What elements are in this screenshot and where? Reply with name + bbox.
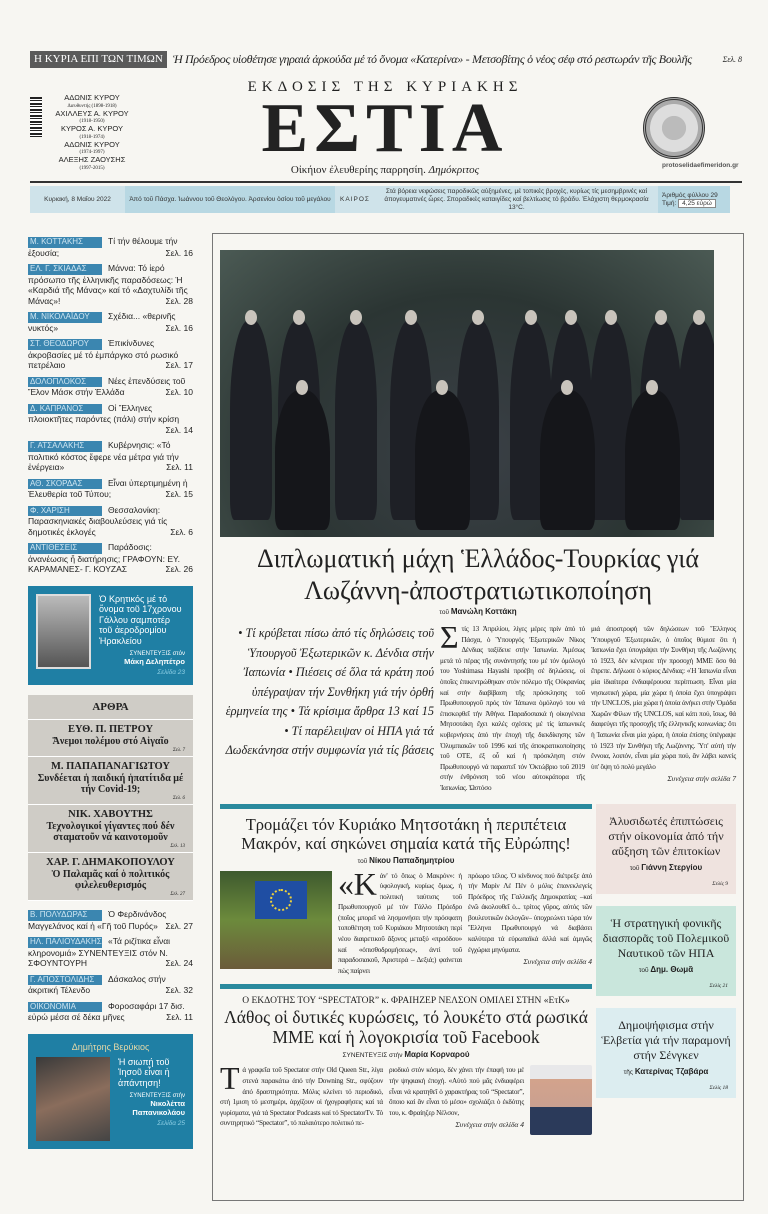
- drop-cap: Σ: [440, 619, 459, 655]
- founder-name: ΑΔΩΝΙΣ ΚΥΡΟΥ: [64, 93, 120, 102]
- author-label: ΕΛ. Γ. ΣΚΙΑΔΑΣ: [28, 264, 102, 275]
- item-page: Σελ. 16: [165, 322, 193, 333]
- founder-years: (1997-2015): [79, 165, 105, 171]
- article-title: Ἄνεμοι πολέμου στό Αἰγαῖο: [52, 736, 169, 747]
- article-item[interactable]: [28, 805, 193, 853]
- date: Κυριακή, 8 Μαΐου 2022: [30, 186, 125, 213]
- feature-byline: [600, 863, 732, 874]
- founder-name: ΑΧΙΛΛΕΥΣ Α. ΚΥΡΟΥ: [55, 108, 129, 118]
- lead-col-2: μιά ἀποστροφή τῶν δηλώσεων τοῦ Ἕλληνος Ὑπουργοῦ Ἐξωτερικῶν, ὁ ὁποῖος θύμισε ὅτι ἡ Ἰαπωνία ἔχει ὑπογράψει τήν Συνθήκη τῆς Λωζάννης τό 1923, δέν κέντρισε τήν προσοχή ΜΜΕ ὅσο θά ἔπρεπε. Δήλωσε ὁ κύριος Δένδιας: «Ἡ Ἰαπωνία εἶναι μία ἰδιαίτερα ἐνδιαφέρουσα περίπτωση. Εἶναι μία νησιωτική χώρα, μία χώρα ἡ ὁποία ἔχει ὑπογράψει τήν UNCLOS, μία χώρα ἡ ὁποία ἀνήκει στήν Ὁμάδα Χωρῶν Φίλων τῆς UNCLOS, καί κάτι πού, ἴσως, θά διαφεύγει τῆς προσοχῆς τῆς ἑλληνικῆς κοινωνίας: ὅτι ἡ Ἰαπωνία εἶναι μία χώρα, ἡ ὁποία ἐπίσης ὑπέγραψε τό 1923 τήν Συνθήκη τῆς Λωζάννης. Ὑπ' αὐτή τήν ἔννοια, λοιπόν, εἶναι μία χώρα πού, ἄν λάβει κανείς ὑπ' ὄψη τό πολύ μεγάλο: [591, 625, 736, 771]
- item-title: Παράδοσις: ἀνανέωσις ἤ διατήρησις; ΓΡΑΦΟΥΝ: ΕΥ. ΚΑΡΑΜΑΝΕΣ- Γ. ΚΟΥΖΑΣ: [28, 542, 180, 574]
- issue-price: [658, 186, 730, 213]
- feature-title: Ἀλυσιδωτές ἐπιπτώσεις στήν οἰκονομία ἀπό τήν αὔξηση τῶν ἐπιτοκίων: [608, 813, 724, 858]
- item-page: Σελ. 24: [165, 958, 193, 968]
- author-label: Φ. ΧΑΡΙΣΗ: [28, 506, 102, 517]
- face: [405, 310, 417, 325]
- drop-cap: «Κ: [338, 865, 377, 902]
- interviewer: Μάκη Δεληπέτρο: [124, 657, 185, 666]
- face: [472, 310, 484, 325]
- lead-headline[interactable]: Διπλωματική μάχη Ἑλλάδος-Τουρκίας γιά Λωζάννη-ἀποστρατιωτικοποίηση: [256, 544, 699, 605]
- index-item[interactable]: [28, 263, 193, 306]
- item-page: Σελ. 28: [165, 295, 193, 306]
- feast-day: Ἀπό τοῦ Πάσχα. Ἰωάννου τοῦ Θεολόγου. Ἀρσενίου ὁσίου τοῦ μεγάλου: [125, 186, 335, 213]
- article-title: Συνδέεται ἡ παιδική ἡπατίτιδα μέ τήν Covid-19;: [37, 773, 184, 795]
- by: τοῦ: [439, 609, 450, 616]
- face: [605, 310, 617, 325]
- eu-flag-photo: [220, 871, 332, 969]
- author-label: ΟΙΚΟΝΟΜΙΑ: [28, 1002, 102, 1013]
- spectator-byline: [220, 1050, 592, 1061]
- author: Δημ. Θωμᾶ: [650, 964, 694, 974]
- item-page: Σελ. 11: [166, 462, 193, 472]
- item-title: Μάννα: Τό ἱερό πρόσωπο τῆς ἑλληνικῆς παραδόσεως: Ἡ «Καρδιά τῆς Μάνας» καί τό «Δαχτυλίδι τῆς Μάνας»!: [28, 263, 188, 306]
- lead-bullets: • Τί κρύβεται πίσω ἀπό τίς δηλώσεις τοῦ Ὑπουργοῦ Ἐξωτερικῶν κ. Δένδια στήν Ἰαπωνία • Πιέσεις σέ ὅλα τά κράτη πού ὑπέγραψαν τήν Συνθήκη γιά τήν ὀρθή ἑρμηνεία της • Τά κρίσιμα ἄρθρα 13 καί 15 • Τί παρέλειψαν οἱ ΗΠΑ γιά τά Δωδεκάνησα στήν συμφωνία γιά τίς βάσεις: [225, 626, 434, 757]
- face: [296, 380, 308, 395]
- item-title: Νέες ἐπενδύσεις τοῦ Ἔλον Μάσκ στήν Ἑλλάδα: [28, 375, 186, 397]
- founder-name: ΑΔΩΝΙΣ ΚΥΡΟΥ: [64, 139, 120, 149]
- price: 4,25 εὐρώ: [678, 199, 716, 208]
- second-col-2: πρόωρο τέλος. Ὁ κίνδυνος πού διέτρεξε ἀπό τήν Μαρίν Λέ Πέν ὁ μόλις ἐπανεκλεγείς Πρόεδρος τῆς Γαλλικῆς Δημοκρατίας –καί ἐνῶ ἀκολουθεῖ ὁ... τρίτος γῦρος, αὐτός τῶν βουλευτικῶν ἐκλογῶν– ὑποχρεώνει τώρα τόν Ἕλληνα Πρωθυπουργό νά διαβάσει καλύτερα τά εὐρωπαϊκά ἀλλά καί ἀμιγῶς ἐγχώρια μηνύματα.: [468, 871, 592, 954]
- face: [245, 310, 257, 325]
- motto-text: Οἰκήιον ἐλευθερίης παρρησίη.: [290, 164, 426, 176]
- promo-byline: [118, 1092, 185, 1118]
- feature-byline: [600, 965, 732, 976]
- author: Γιάννη Στεργίου: [641, 862, 703, 872]
- founder: [46, 94, 138, 110]
- seated-figure: [275, 390, 330, 530]
- feature-title: Δημοψήφισμα στήν Ἑλβετία γιά τήν παραμονή στήν Σένγκεν: [601, 1017, 731, 1062]
- divider: [220, 804, 592, 809]
- masthead-motto: [235, 164, 535, 177]
- item-page: Σελ. 16: [165, 247, 193, 258]
- item-title: Φοροσαφάρι 17 δισ. εὐρώ μέσα σέ δέκα μῆνες: [28, 1000, 185, 1022]
- issue-number: Ἀριθμός φύλλου 29: [662, 191, 718, 199]
- article-title: Ὁ Παλαμᾶς καί ὁ πολιτικός φιλελευθερισμός: [51, 869, 170, 891]
- item-page: Σελ. 32: [165, 985, 193, 995]
- lead-continued[interactable]: Συνέχεια στήν σελίδα 7: [667, 774, 736, 784]
- author: Μανώλη Κοττάκη: [450, 607, 517, 616]
- promo-text: Ἡ σιωπή τοῦ Ἰησοῦ εἶναι ἡ ἀπάντηση!: [118, 1056, 170, 1088]
- masthead-logo: ΕΣΤΙΑ: [261, 90, 509, 167]
- article-author: ΧΑΡ. Γ. ΔΗΜΑΚΟΠΟΥΛΟΥ: [46, 857, 175, 868]
- portrait-photo: [36, 594, 91, 669]
- portrait-photo: [36, 1057, 110, 1141]
- side-feature[interactable]: [596, 906, 736, 996]
- spectator-col-2: ριοδικό στόν κόσμο, δέν χάνει τήν ἐπαφή του μέ τήν ψηφιακή ἐποχή. «Αὐτό πού μᾶς ἐνδιαφέρει εἶναι νά κρατηθεῖ ὁ χαρακτήρας τοῦ “Spectator”, ὅποιο καί ἄν εἶναι τό μέσο» σχολιάζει ὁ ἐκδότης του, κ. Φραίηζερ Νέλσον,: [389, 1066, 524, 1117]
- item-title: «Τά ριζίτικα εἶναι κληρονομιά» ΣΥΝΕΝΤΕΥΞΙΣ στόν Ν. ΣΦΟΥΝΤΟΥΡΗ: [28, 936, 171, 968]
- index-item[interactable]: [28, 505, 193, 538]
- index-item[interactable]: [28, 440, 193, 473]
- author-label: ΗΛ. ΠΑΛΙΟΥΔΑΚΗΣ: [30, 937, 102, 946]
- motto-author: Δημόκριτος: [428, 164, 480, 176]
- founder-name: ΚΥΡΟΣ Α. ΚΥΡΟΥ: [61, 124, 123, 133]
- banner-teaser[interactable]: Ἡ Πρόεδρος υἱοθέτησε γηραιά ἀρκούδα μέ τό ὄνομα «Κατερίνα» - Μετσοβίτης ὁ νέος σέφ στό ρεστωράν τῆς Βουλῆς: [172, 52, 692, 66]
- by: τῆς: [623, 1068, 633, 1076]
- face: [525, 310, 537, 325]
- lead-byline: [220, 607, 736, 618]
- item-title: Εἶναι ὑπερτιμημένη ἡ Ἐλευθερία τοῦ Τύπου;: [28, 477, 188, 499]
- item-title: Οἱ Ἕλληνες πλοιοκτῆτες παρόντες (πάλι) στήν κρίση: [28, 402, 180, 424]
- top-banner: [30, 51, 742, 68]
- standing-figure: [678, 320, 714, 520]
- body-text: άν' τό ὅπως ὁ Μακρόν»: ἡ ὑφολογική, κυρίως ὅμως, ἡ πολιτική ταύτισις τοῦ Πρωθυπουργοῦ μέ τόν Γάλλο Πρόεδρο (ποῖος μπορεῖ νά λησμονήσει τήν πρόσφατη τοποθέτηση τοῦ Κυριάκου Μητσοτάκη περί νέου διαιρετικοῦ ἄξονος μεταξύ «προόδου» καί «ὀπισθοδρομήσεως», ἀντί τοῦ παραδοσιακοῦ, Ἀριστερά – Δεξιά;) φαίνεται πώς παίρνει: [338, 871, 462, 975]
- index-item[interactable]: [28, 236, 193, 258]
- body-text: τίς 13 Ἀπριλίου, λίγες μέρες πρίν ἀπό τό Πάσχα, ὁ Ὑπουργός Ἐξωτερικῶν Νίκος Δένδιας ταξίδευε στήν Ἰαπωνία. Ἀμέσως μετά τό πέρας τῆς συνάντησής του μέ τόν ὁμόλογό του Yoshimasa Hayashi προέβη σέ δηλώσεις, οἱ ὁποῖες ἐπικεντρώθηκαν στόν πόλεμο τῆς Οὐκρανίας καί στήν διαβίβαση τῆς πρόσκλησης τοῦ Πρωθυπουργοῦ πρός τόν Ἰάπωνα ὁμόλογό του νά ἐπισκεφθεῖ τήν Ἀθήνα. Παραδοσιακά ἡ οἰκογένεια Μητσοτάκη ἔχει καλές σχέσεις μέ τίς ἰαπωνικές κυβερνήσεις ἀπό τήν ἐποχή τῆς διεκδίκησης τῶν Ὀλυμπιακῶν τοῦ 1996 καί τῆς ἀποκρατικοποίησης τοῦ ΟΤΕ, ἐξ οὗ καί ἡ πρόσκληση στόν Πρωθυπουργό νά παραστεῖ τόν Ὀκτώβριο τοῦ 2019 στήν ἐνθρόνιση τοῦ νέου αὐτοκράτορα τῆς Ἰαπωνίας. Ὡστόσο: [440, 625, 585, 792]
- index-item[interactable]: [28, 974, 193, 996]
- lower-left: [220, 802, 592, 1136]
- item-title: Κυβέρνησις: «Τό πολιτικό κόστος ἔφερε νέα μέτρα γιά τήν ἐνέργεια»: [28, 440, 179, 472]
- left-index-top: [28, 236, 193, 580]
- author: Κατερίνας Τζαβάρα: [634, 1066, 709, 1076]
- lead-col-1: [440, 619, 585, 794]
- articles-heading: ΑΡΘΡΑ: [28, 695, 193, 720]
- item-title: Ὁ Φερδινάνδος Μαγγελάνος καί ἡ «Γῆ τοῦ Πυρός»: [28, 909, 167, 931]
- lead-body: [220, 619, 736, 794]
- item-title: Θεσσαλονίκη: Παρασκηνιακές διαβουλεύσεις γιά τίς δημοτικές ἐκλογές: [28, 504, 168, 537]
- author: Νίκου Παπαδημητρίου: [369, 855, 455, 865]
- founder: [46, 110, 138, 126]
- author-label: ΔΟΛΟΠΛΟΚΟΣ: [28, 377, 102, 388]
- item-page: Σελ. 26: [165, 564, 193, 574]
- founder: [46, 156, 138, 172]
- spectator-continued[interactable]: Συνέχεια στήν σελίδα 4: [455, 1120, 524, 1130]
- author-label: Γ. ΑΠΟΣΤΟΛΙΔΗΣ: [28, 975, 102, 986]
- index-item[interactable]: [28, 376, 193, 398]
- second-byline: [220, 856, 592, 867]
- author-label: ΑΘ. ΣΚΟΡΔΑΣ: [28, 479, 102, 490]
- seal-site: protoselidaefimeridon.gr: [662, 162, 739, 169]
- item-page: Σελ. 10: [165, 387, 193, 397]
- author-label: ΑΝΤΙΘΕΣΕΙΣ: [28, 543, 102, 554]
- spectator-body: [220, 1060, 592, 1135]
- info-bar: [30, 186, 730, 213]
- banner-tag: Η ΚΥΡΙΑ ΕΠΙ ΤΩΝ ΤΙΜΩΝ: [30, 51, 167, 68]
- author-label: ΣΤ. ΘΕΟΔΩΡΟΥ: [28, 339, 102, 350]
- spectator-kicker: Ο ΕΚΔΟΤΗΣ ΤΟΥ “SPECTATOR” κ. ΦΡΑΙΗΖΕΡ ΝΕΛΣΟΝ ΟΜΙΛΕΙ ΣΤΗΝ «ΕτΚ»: [242, 996, 570, 1007]
- spectator-col-1: [220, 1060, 383, 1135]
- promo-cretan[interactable]: [28, 586, 193, 686]
- interviewer: Νικολέττα Παπανικολάου: [132, 1099, 185, 1117]
- face: [561, 380, 573, 395]
- founder-years: Διευθυντής (1898-1918): [67, 103, 117, 109]
- nelson-portrait: [530, 1065, 592, 1135]
- item-title: Ἐπικίνδυνες ἀκροβασίες μέ τό ἐμπάργκο στό ρωσικό πετρέλαιο: [28, 338, 179, 370]
- by: ΣΥΝΕΝΤΕΥΞΙΣ στήν: [342, 1052, 403, 1060]
- article-item[interactable]: [28, 853, 193, 901]
- face: [565, 310, 577, 325]
- interview-label: ΣΥΝΕΝΤΕΥΞΙΣ στόν: [129, 651, 185, 657]
- lead-col-2-wrap: [591, 624, 736, 794]
- second-col-2-wrap: [468, 871, 592, 977]
- eu-flag-icon: [255, 881, 307, 919]
- promo-name: Δημήτρης Βερύκιος: [71, 1041, 150, 1052]
- article-item[interactable]: [28, 720, 193, 757]
- founder-years: (1974-1997): [79, 150, 105, 155]
- index-item[interactable]: [28, 338, 193, 371]
- by: τοῦ: [629, 864, 640, 872]
- author-label: Γ. ΑΤΣΑΛΑΚΗΣ: [28, 441, 102, 452]
- article-title: Τεχνολογικοί γίγαντες πού δέν σταματοῦν νά καινοτομοῦν: [46, 821, 175, 843]
- index-item[interactable]: [28, 478, 193, 500]
- price-label: Τιμή:: [662, 199, 677, 207]
- article-item[interactable]: [28, 757, 193, 805]
- interview-label: ΣΥΝΕΝΤΕΥΞΙΣ στήν: [129, 1093, 185, 1099]
- weather-label: ΚΑΙΡΟΣ: [335, 186, 375, 213]
- side-feature[interactable]: [596, 804, 736, 894]
- founder-years: (1918-1950): [79, 119, 105, 124]
- author: Μαρία Κορναρού: [404, 1050, 470, 1060]
- article-page: Σελ. 27: [170, 892, 185, 897]
- index-item[interactable]: [28, 542, 193, 575]
- promo-verykios[interactable]: [28, 1034, 193, 1149]
- article-author: ΝΙΚ. ΧΑΒΟΥΤΗΣ: [68, 809, 153, 820]
- divider: [30, 181, 742, 183]
- face: [655, 310, 667, 325]
- standing-figure: [335, 320, 377, 520]
- face: [646, 380, 658, 395]
- side-features: [596, 802, 736, 1136]
- founders-list: [46, 94, 138, 172]
- feature-page: Σελίς 9: [712, 880, 728, 887]
- promo-text: Ὁ Κρητικός μέ τό ὄνομα τοῦ 17χρονου Γάλλου σαμποτέρ τοῦ ἀεροδρομίου Ἡρακλείου: [99, 593, 182, 646]
- standing-figure: [230, 320, 272, 520]
- articles-box: [28, 695, 193, 901]
- barcode-icon: [30, 97, 42, 137]
- promo-page: Σελίδα 23: [157, 669, 185, 676]
- article-page: Σελ. 6: [172, 796, 185, 801]
- item-page: Σελ. 17: [165, 360, 193, 370]
- article-page: Σελ. 7: [172, 748, 185, 753]
- left-column: [28, 236, 193, 1159]
- founder-name: ΑΛΕΞΗΣ ΖΑΟΥΣΗΣ: [58, 155, 126, 164]
- index-item[interactable]: [28, 311, 193, 333]
- article-author: Μ. ΠΑΠΑΠΑΝΑΓΙΩΤΟΥ: [50, 761, 171, 772]
- spectator-col-2-wrap: [389, 1065, 524, 1135]
- index-item[interactable]: [28, 403, 193, 436]
- author-label: Β. ΠΟΛΥΔΩΡΑΣ: [28, 910, 102, 921]
- article-page: Σελ. 13: [170, 844, 185, 849]
- lausanne-delegation-photo: [220, 250, 714, 537]
- index-item[interactable]: [28, 909, 193, 931]
- lower-section: [220, 802, 736, 1136]
- founder: [46, 125, 138, 141]
- masthead-kicker: ΕΚΔΟΣΙΣ ΤΗΣ ΚΥΡΙΑΚΗΣ: [247, 79, 523, 95]
- face: [293, 310, 305, 325]
- seated-figure: [540, 390, 595, 530]
- item-title: Σχέδια... «θερινῆς νυκτός»: [28, 311, 176, 333]
- seated-figure: [415, 390, 470, 530]
- item-title: Τί τήν θέλουμε τήν ἐξουσία;: [28, 236, 178, 258]
- feature-byline: [600, 1067, 732, 1078]
- banner-page: Σελ. 8: [722, 55, 742, 64]
- author-label: Δ. ΚΑΠΡΑΝΟΣ: [28, 404, 102, 415]
- feature-title: Ἡ στρατηγική φονικῆς διασπορᾶς τοῦ Πολεμικοῦ Ναυτικοῦ τῶν ΗΠΑ: [602, 915, 730, 960]
- feature-page: Σελίς 21: [709, 982, 728, 989]
- seated-figure: [625, 390, 680, 530]
- author-label: Μ. ΚΟΤΤΑΚΗΣ: [28, 237, 102, 248]
- item-page: Σελ. 15: [165, 489, 193, 499]
- drop-cap: Τ: [220, 1060, 240, 1097]
- item-title: Δάσκαλος στήν ἀκριτική Τέλενδο: [28, 973, 166, 995]
- feature-page: Σελίς 18: [709, 1084, 728, 1091]
- face: [693, 310, 705, 325]
- side-feature[interactable]: [596, 1008, 736, 1098]
- founder-years: (1918-1974): [79, 134, 105, 140]
- promo-byline: [99, 650, 185, 667]
- index-item[interactable]: [28, 936, 193, 969]
- spectator-headline[interactable]: Λάθος οἱ δυτικές κυρώσεις, τό λουκέτο στά ρωσικά ΜΜΕ καί ἡ λογοκρισία τοῦ Facebook: [224, 1007, 588, 1048]
- by: τοῦ: [638, 966, 649, 974]
- seal-icon: [643, 97, 705, 159]
- second-body: [220, 865, 592, 977]
- author-label: Μ. ΝΙΚΟΛΑΪΔΟΥ: [28, 312, 102, 323]
- promo-page: Σελίδα 25: [157, 1120, 185, 1127]
- article-author: ΕΥΘ. Π. ΠΕΤΡΟΥ: [67, 724, 154, 735]
- by: τοῦ: [357, 857, 368, 865]
- second-headline[interactable]: Τρομάζει τόν Κυριάκο Μητσοτάκη ἡ περιπέτεια Μακρόν, καί σηκώνει σημαία κατά τῆς Εὐρώπης!: [241, 814, 571, 853]
- founder: [46, 141, 138, 157]
- item-page: Σελ. 14: [165, 424, 193, 435]
- divider: [220, 984, 592, 989]
- face: [436, 380, 448, 395]
- second-continued[interactable]: Συνέχεια στήν σελίδα 4: [523, 957, 592, 967]
- main-box: [212, 233, 744, 1201]
- left-index-bottom: [28, 909, 193, 1028]
- item-page: Σελ. 27: [165, 920, 193, 931]
- weather-text: Στά βόρεια νεφώσεις παροδικῶς αὐξημένες, μέ τοπικές βροχές, κυρίως τίς μεσημβρινές καί ἀπογευματινές ὧρες. Σποραδικές καταιγίδες καί βελτίωσις τό βράδυ. Ἐλάχιστη θερμοκρασία 13°C.: [375, 186, 658, 213]
- body-text: ά γραφεῖα τοῦ Spectator στήν Old Queen Str., λίγα στενά παρακάτω ἀπό τήν Downing Str., σφύζουν ἀπό δραστηριότητα. Μόλις κλείνει τό περιοδικό, στή 1μιση τό μεσημέρι, ἀρχίζουν οἱ ἠχογραφήσεις καί τά γυρίσματα, γιά τά Spectator Podcasts καί τό SpectatorTv. Τό συντηρητικό “Spectator”, τό παλαιότερο πολιτικό πε-: [220, 1066, 383, 1128]
- face: [350, 310, 362, 325]
- index-item[interactable]: [28, 1001, 193, 1023]
- item-page: Σελ. 11: [166, 1012, 193, 1022]
- second-col-1: [338, 865, 462, 977]
- item-page: Σελ. 6: [170, 526, 193, 537]
